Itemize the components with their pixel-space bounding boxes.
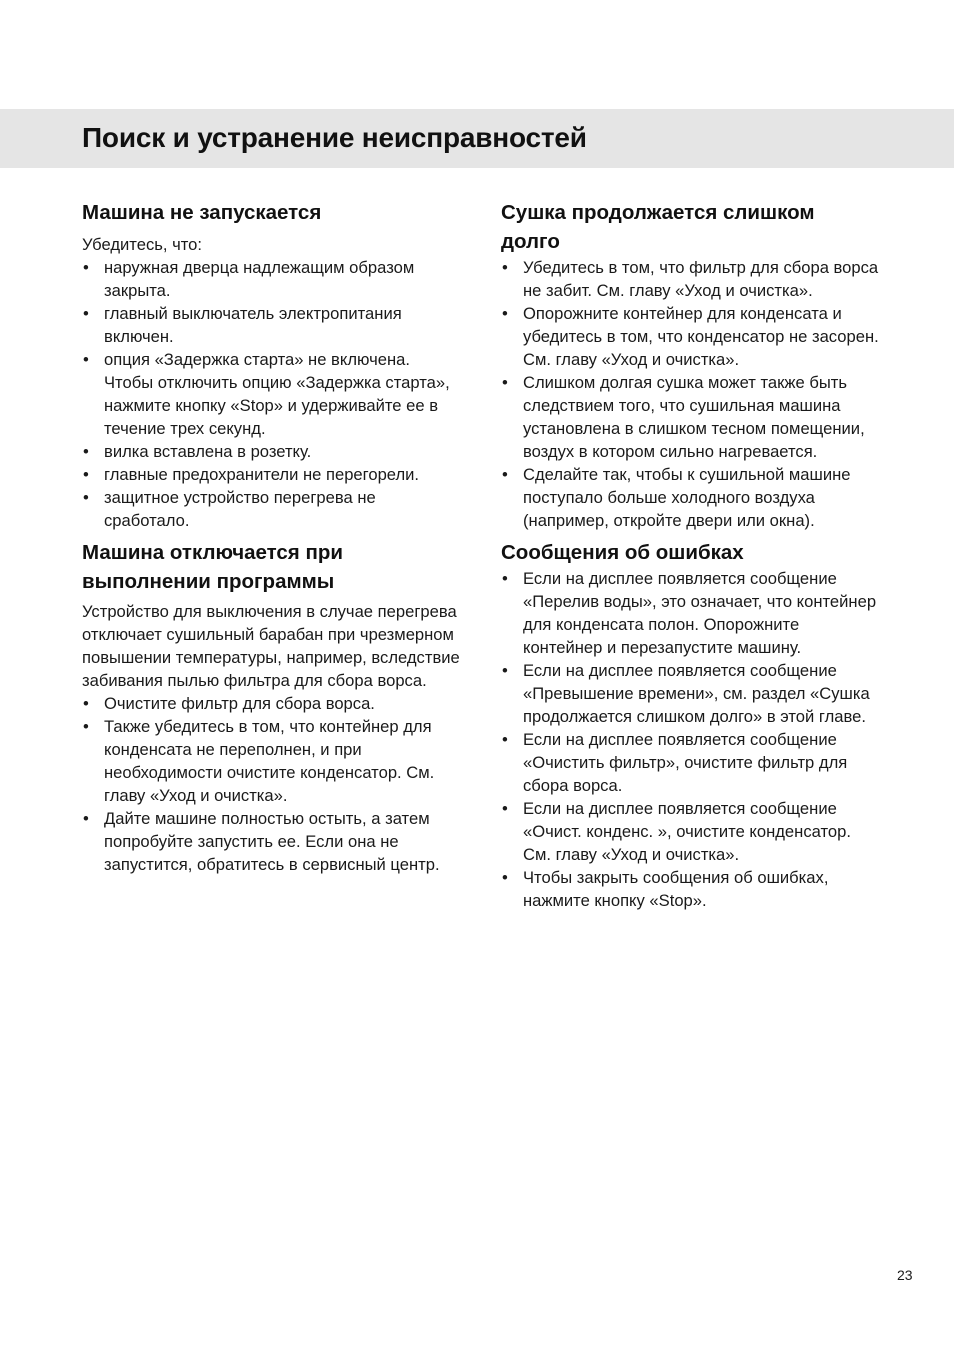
list-item: • Слишком долгая сушка может также быть следствием того, что сушильная машина установлена в слишком тесном помещении, воздух в котором сильно нагревается.	[501, 371, 879, 463]
list-item: • Сделайте так, чтобы к сушильной машине поступало больше холодного воздуха (например, откройте двери или окна).	[501, 463, 879, 532]
list-item: • Дайте машине полностью остыть, а затем попробуйте запустить ее. Если она не запустится, обратитесь в сервисный центр.	[82, 807, 460, 876]
bullet-list	[501, 256, 879, 532]
list-item: • наружная дверца надлежащим образом закрыта.	[82, 256, 460, 302]
list-item: • защитное устройство перегрева не сработало.	[82, 486, 460, 532]
page-number: 23	[897, 1267, 913, 1283]
list-item: • Чтобы закрыть сообщения об ошибках, нажмите кнопку «Stop».	[501, 866, 879, 912]
left-column	[82, 198, 460, 876]
list-item: • Опорожните контейнер для конденсата и убедитесь в том, что конденсатор не засорен. См. главу «Уход и очистка».	[501, 302, 879, 371]
list-item: • опция «Задержка старта» не включена. Чтобы отключить опцию «Задержка старта», нажмите кнопку «Stop» и удерживайте ее в течение трех секунд.	[82, 348, 460, 440]
list-item: • Если на дисплее появляется сообщение «Перелив воды», это означает, что контейнер для конденсата полон. Опорожните контейнер и перезапустите машину.	[501, 567, 879, 659]
section-heading-machine-stops: Машина отключается при выполнении программы	[82, 541, 343, 593]
list-item: • главный выключатель электропитания включен.	[82, 302, 460, 348]
list-item: • вилка вставлена в розетку.	[82, 440, 460, 463]
right-column	[501, 198, 879, 912]
list-item: • Убедитесь в том, что фильтр для сбора ворса не забит. См. главу «Уход и очистка».	[501, 256, 879, 302]
list-item: • Также убедитесь в том, что контейнер для конденсата не переполнен, и при необходимости очистите конденсатор. См. главу «Уход и очистка».	[82, 715, 460, 807]
page-title: Поиск и устранение неисправностей	[82, 122, 587, 153]
list-item: • Если на дисплее появляется сообщение «Превышение времени», см. раздел «Сушка продолжается слишком долго» в этой главе.	[501, 659, 879, 728]
section-intro: Убедитесь, что:	[82, 235, 203, 254]
section-intro: Устройство для выключения в случае перегрева отключает сушильный барабан при чрезмерном повышении температуры, например, вследствие забивания пылью фильтра для сбора ворса.	[82, 602, 460, 690]
bullet-list	[82, 692, 460, 876]
bullet-list	[82, 256, 460, 532]
bullet-list	[501, 567, 879, 912]
list-item: • главные предохранители не перегорели.	[82, 463, 460, 486]
section-heading-drying-too-long: Сушка продолжается слишком долго	[501, 201, 815, 253]
section-heading-error-messages: Сообщения об ошибках	[501, 541, 744, 564]
list-item: • Очистите фильтр для сбора ворса.	[82, 692, 460, 715]
section-heading-machine-not-starting: Машина не запускается	[82, 201, 322, 224]
list-item: • Если на дисплее появляется сообщение «Очистить фильтр», очистите фильтр для сбора ворса.	[501, 728, 879, 797]
list-item: • Если на дисплее появляется сообщение «Очист. конденс. », очистите конденсатор. См. главу «Уход и очистка».	[501, 797, 879, 866]
